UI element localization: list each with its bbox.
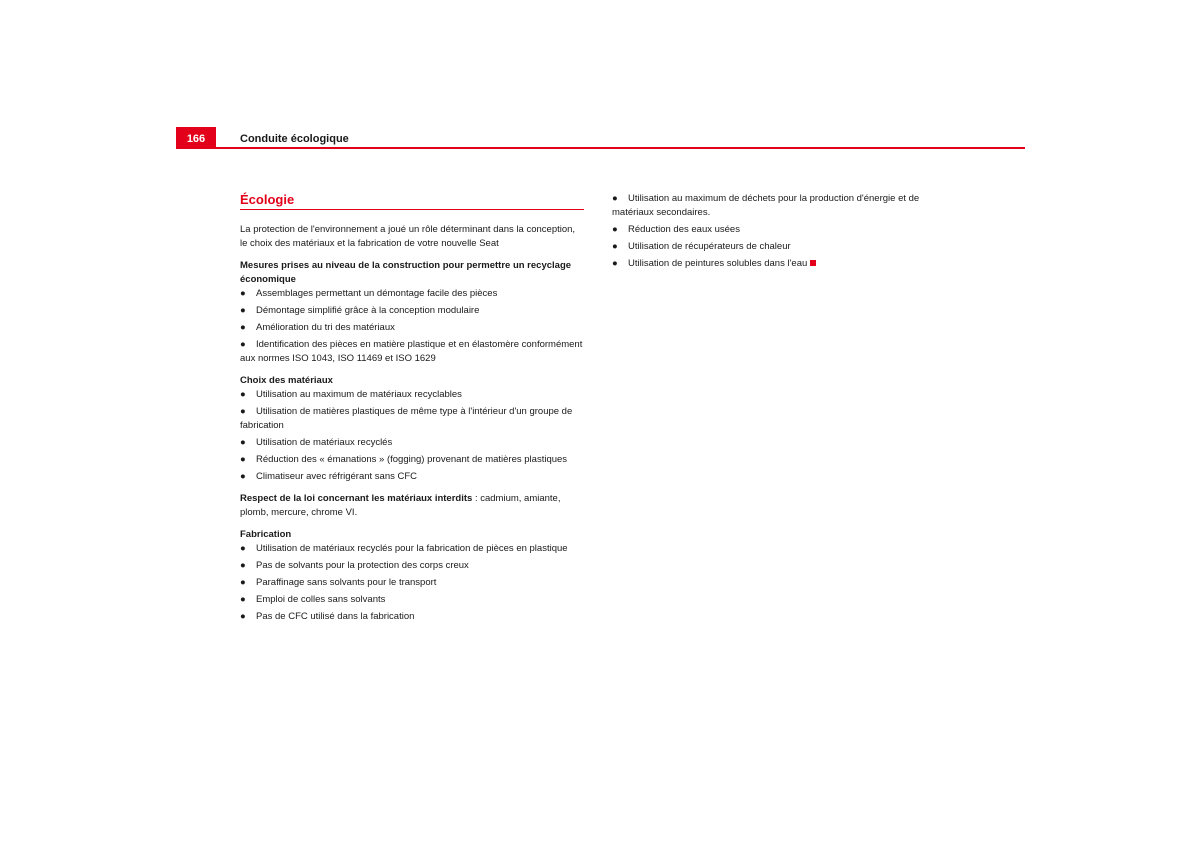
- list-item: ● Démontage simplifié grâce à la conception modulaire: [240, 305, 480, 316]
- bullet-icon: ●: [612, 241, 618, 252]
- page-header: [176, 127, 1024, 148]
- bullet-icon: ●: [240, 437, 246, 448]
- list-item: ● Pas de solvants pour la protection des corps creux: [240, 560, 469, 571]
- left-column: [240, 192, 584, 632]
- fabrication-list: [240, 542, 584, 624]
- bullet-icon: ●: [240, 560, 246, 571]
- materials-heading: Choix des matériaux: [240, 375, 333, 386]
- bullet-icon: ●: [240, 471, 246, 482]
- recycling-list: [240, 287, 584, 366]
- list-item: ● Utilisation de matériaux recyclés: [240, 437, 393, 448]
- chapter-title: Conduite écologique: [240, 133, 349, 145]
- list-item: ● Réduction des « émanations » (fogging) provenant de matières plastiques: [240, 454, 568, 465]
- bullet-icon: ●: [240, 577, 246, 588]
- list-item: ● Utilisation de matériaux recyclés pour la fabrication de pièces en plastique: [240, 543, 568, 554]
- list-item: ● Paraffinage sans solvants pour le transport: [240, 577, 437, 588]
- materials-list: [240, 388, 584, 484]
- list-item: ● Réduction des eaux usées: [612, 224, 740, 235]
- list-item: ● Emploi de colles sans solvants: [240, 594, 386, 605]
- law-rest: : cadmium, amiante, plomb, mercure, chrome VI.: [240, 493, 561, 518]
- bullet-icon: ●: [240, 454, 246, 465]
- bullet-icon: ●: [240, 389, 246, 400]
- header-rule: [176, 147, 1025, 149]
- bullet-icon: ●: [240, 406, 246, 417]
- bullet-icon: ●: [240, 594, 246, 605]
- bullet-icon: ●: [612, 224, 618, 235]
- bullet-icon: ●: [612, 258, 618, 269]
- list-item: ● Utilisation au maximum de déchets pour la production d'énergie et de matériaux secondaires.: [612, 193, 920, 218]
- bullet-icon: ●: [240, 339, 246, 350]
- list-item: ● Identification des pièces en matière plastique et en élastomère conformément aux normes ISO 1043, ISO 11469 et ISO 1629: [240, 339, 583, 364]
- list-item: ● Amélioration du tri des matériaux: [240, 322, 395, 333]
- list-item: ● Pas de CFC utilisé dans la fabrication: [240, 611, 415, 622]
- right-list: [612, 192, 957, 271]
- list-item: ● Assemblages permettant un démontage facile des pièces: [240, 288, 498, 299]
- law-paragraph: [240, 492, 584, 520]
- law-bold: Respect de la loi concernant les matériaux interdits: [240, 493, 473, 504]
- page-number: 166: [176, 127, 216, 148]
- right-column: [612, 192, 957, 279]
- section-title: Écologie: [240, 192, 584, 210]
- list-item: ● Climatiseur avec réfrigérant sans CFC: [240, 471, 418, 482]
- bullet-icon: ●: [240, 305, 246, 316]
- bullet-icon: ●: [240, 288, 246, 299]
- intro-paragraph: La protection de l'environnement a joué un rôle déterminant dans la conception, le choix des matériaux et la fabrication de votre nouvelle Seat: [240, 224, 576, 249]
- section-end-icon: [810, 260, 816, 266]
- list-item: ● Utilisation au maximum de matériaux recyclables: [240, 389, 462, 400]
- bullet-icon: ●: [240, 543, 246, 554]
- fabrication-heading: Fabrication: [240, 529, 292, 540]
- bullet-icon: ●: [240, 611, 246, 622]
- bullet-icon: ●: [612, 193, 618, 204]
- list-item: ● Utilisation de récupérateurs de chaleur: [612, 241, 791, 252]
- list-item: ● Utilisation de matières plastiques de même type à l'intérieur d'un groupe de fabrication: [240, 406, 573, 431]
- list-item: ● Utilisation de peintures solubles dans l'eau: [612, 257, 957, 271]
- bullet-icon: ●: [240, 322, 246, 333]
- recycling-heading: Mesures prises au niveau de la construction pour permettre un recyclage économique: [240, 260, 572, 285]
